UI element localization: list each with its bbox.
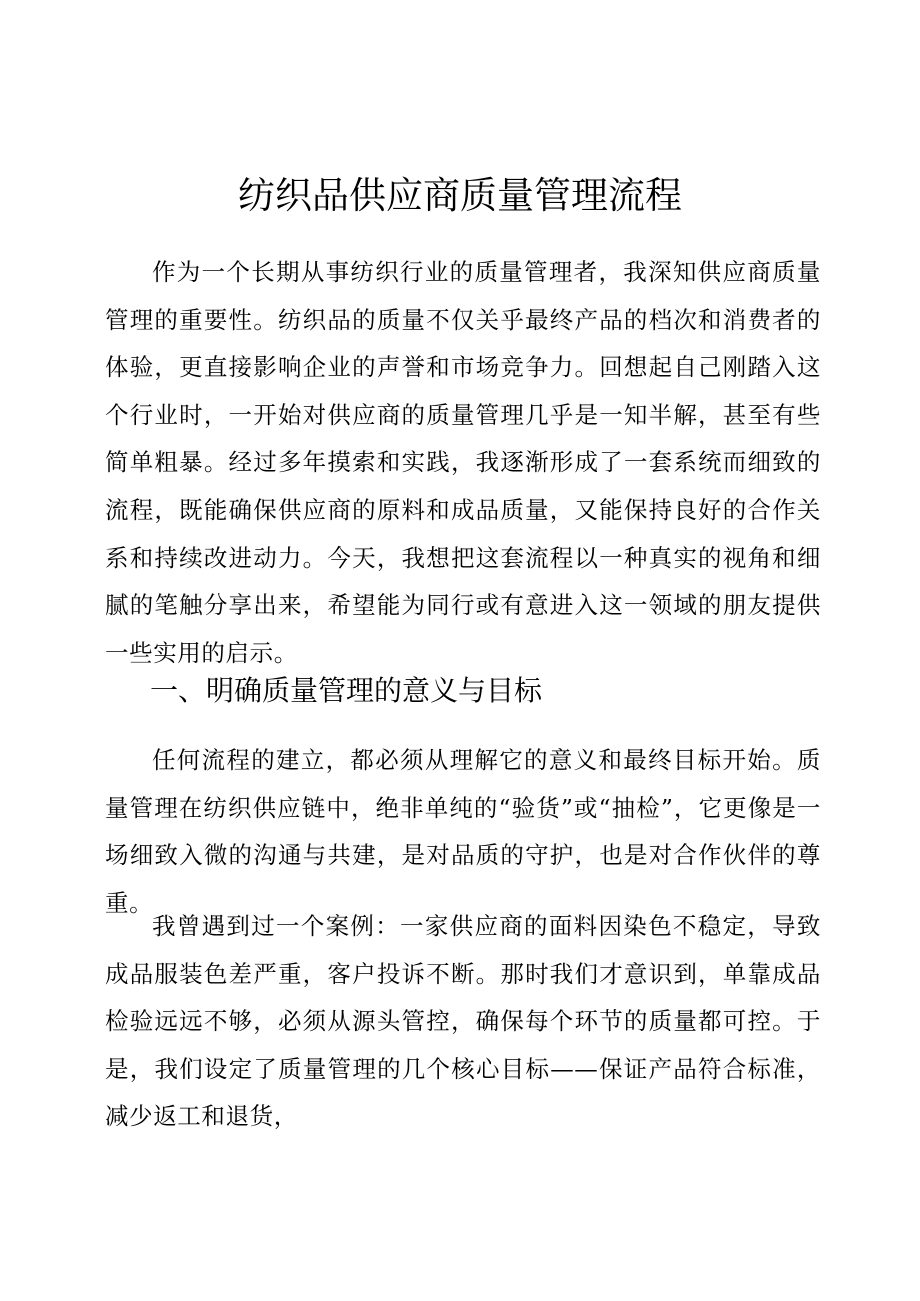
document-title: 纺织品供应商质量管理流程: [238, 174, 682, 217]
intro-paragraph: 作为一个长期从事纺织行业的质量管理者，我深知供应商质量管理的重要性。纺织品的质量不仅关乎最终产品的档次和消费者的体验，更直接影响企业的声誉和市场竞争力。回想起自己刚踏入这个行业时，一开始对供应商的质量管理几乎是一知半解，甚至有些简单粗暴。经过多年摸索和实践，我逐渐形成了一套系统而细致的流程，既能确保供应商的原料和成品质量，又能保持良好的合作关系和持续改进动力。今天，我想把这套流程以一种真实的视角和细腻的笔触分享出来，希望能为同行或有意进入这一领域的朋友提供一些实用的启示。: [105, 258, 821, 667]
section-1-paragraph-2: 我曾遇到过一个案例：一家供应商的面料因染色不稳定，导致成品服装色差严重，客户投诉不断。那时我们才意识到，单靠成品检验远远不够，必须从源头管控，确保每个环节的质量都可控。于是，我们设定了质量管理的几个核心目标——保证产品符合标准，减少返工和退货，: [105, 912, 821, 1131]
section-1-paragraph-1: 任何流程的建立，都必须从理解它的意义和最终目标开始。质量管理在纺织供应链中，绝非单纯的“验货”或“抽检”，它更像是一场细致入微的沟通与共建，是对品质的守护，也是对合作伙伴的尊重。: [105, 746, 821, 917]
section-heading-1: 一、明确质量管理的意义与目标: [150, 674, 543, 707]
